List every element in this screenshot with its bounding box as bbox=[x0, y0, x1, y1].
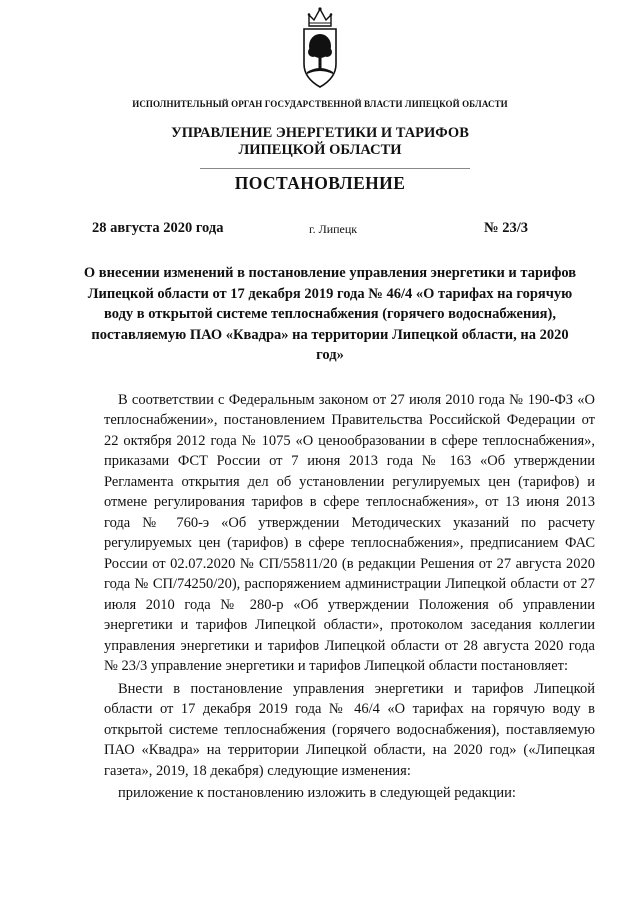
department-line-2: ЛИПЕЦКОЙ ОБЛАСТИ bbox=[238, 142, 402, 158]
body-paragraph-amendment: Внести в постановление управления энергетики и тарифов Липецкой области от 17 декабря 2019 года № 46/4 «О тарифах на горячую воду в открытой системе теплоснабжения (горячего водоснабжения), поставляемую ПАО «Квадра» на территории Липецкой области, на 2020 год» («Липецкая газета», 2019, 18 декабря) следующие изменения: bbox=[104, 680, 595, 779]
department-line-1: УПРАВЛЕНИЕ ЭНЕРГЕТИКИ И ТАРИФОВ bbox=[171, 125, 469, 141]
document-city: г. Липецк bbox=[309, 222, 358, 236]
coat-of-arms-icon bbox=[301, 6, 339, 90]
document-date: 28 августа 2020 года bbox=[92, 220, 224, 236]
body-paragraph-legal-basis: В соответствии с Федеральным законом от 27 июля 2010 года № 190-ФЗ «О теплоснабжении», постановлением Правительства Российской Федерации от 22 октября 2012 года № 1075 «О ценообразовании в сфере теплоснабжения», приказами ФСТ России от 7 июня 2013 года № 163 «Об утверждении Регламента открытия дел об установлении регулируемых цен (тарифов) и отмене регулирования тарифов в сфере теплоснабжения», от 13 июня 2013 года № 760-э «Об утверждении Методических указаний по расчету регулируемых цен (тарифов) в сфере теплоснабжения», предписанием ФАС России от 02.07.2020 № СП/55811/20 (в редакции Решения от 27 августа 2020 года № СП/74250/20), распоряжением администрации Липецкой области от 27 июля 2010 года № 280-р «Об утверждении Положения об управлении энергетики и тарифов Липецкой области», протоколом заседания коллегии управления энергетики и тарифов Липецкой области от 28 августа 2020 года № 23/3 управление энергетики и тарифов Липецкой области постановляет: bbox=[104, 391, 595, 674]
document-type: ПОСТАНОВЛЕНИЕ bbox=[234, 173, 406, 193]
header-divider bbox=[200, 168, 470, 169]
document-title: О внесении изменений в постановление управления энергетики и тарифов Липецкой области от 17 декабря 2019 года № 46/4 «О тарифах на горячую воду в открытой системе теплоснабжения (горячего водоснабжения), поставляемую ПАО «Квадра» на территории Липецкой области, на 2020 год» bbox=[83, 265, 577, 363]
department-name bbox=[0, 125, 640, 159]
body-paragraph-appendix: приложение к постановлению изложить в следующей редакции: bbox=[118, 784, 516, 801]
document-number: № 23/3 bbox=[484, 220, 528, 236]
authority-name: ИСПОЛНИТЕЛЬНЫЙ ОРГАН ГОСУДАРСТВЕННОЙ ВЛАСТИ ЛИПЕЦКОЙ ОБЛАСТИ bbox=[132, 99, 508, 109]
